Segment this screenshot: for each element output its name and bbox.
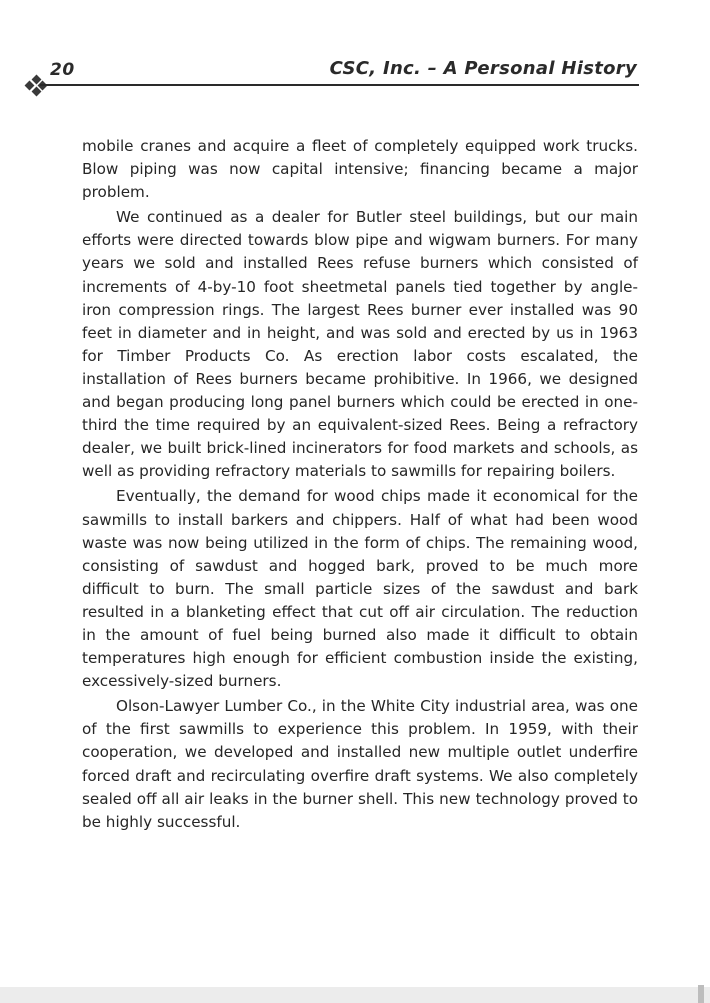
header-rule (40, 84, 639, 86)
paragraph: mobile cranes and acquire a fleet of completely equipped work trucks. Blow piping was now capital intensive; financing became a major problem. (82, 137, 638, 202)
page-number: 20 (50, 60, 75, 80)
paragraph: Olson-Lawyer Lumber Co., in the White City industrial area, was one of the first sawmills to experience this problem. In 1959, with their cooperation, we developed and installed new multiple outlet underfire forced draft and recirculating overfire draft systems. We also completely sealed off all air leaks in the burner shell. This new technology proved to be highly successful. (82, 697, 638, 831)
scan-bottom-edge (0, 987, 710, 1003)
body-text (82, 135, 638, 834)
paragraph: Eventually, the demand for wood chips made it economical for the sawmills to install barkers and chippers. Half of what had been wood waste was now being utilized in the form of chips. The remaining wood, consisting of sawdust and hogged bark, proved to be much more difficult to burn. The small particle sizes of the sawdust and bark resulted in a blanketing effect that cut off air circulation. The reduction in the amount of fuel being burned also made it difficult to obtain temperatures high enough for efficient combustion inside the existing, excessively-sized burners. (82, 487, 638, 691)
paragraph: We continued as a dealer for Butler steel buildings, but our main efforts were directed towards blow pipe and wigwam burners. For many years we sold and installed Rees refuse burners which consisted of increments of 4-by-10 foot sheetmetal panels tied together by angle-iron compression rings. The largest Rees burner ever installed was 90 feet in diameter and in height, and was sold and erected by us in 1963 for Timber Products Co. As erection labor costs escalated, the installation of Rees burners became prohibitive. In 1966, we designed and began producing long panel burners which could be erected in one-third the time required by an equivalent-sized Rees. Being a refractory dealer, we built brick-lined incinerators for food markets and schools, as well as providing refractory materials to sawmills for repairing boilers. (82, 208, 638, 481)
running-title: CSC, Inc. – A Personal History (329, 58, 637, 79)
scan-corner-shadow (698, 985, 704, 1003)
diamond-ornament-icon (26, 76, 46, 96)
page-header (0, 0, 710, 110)
